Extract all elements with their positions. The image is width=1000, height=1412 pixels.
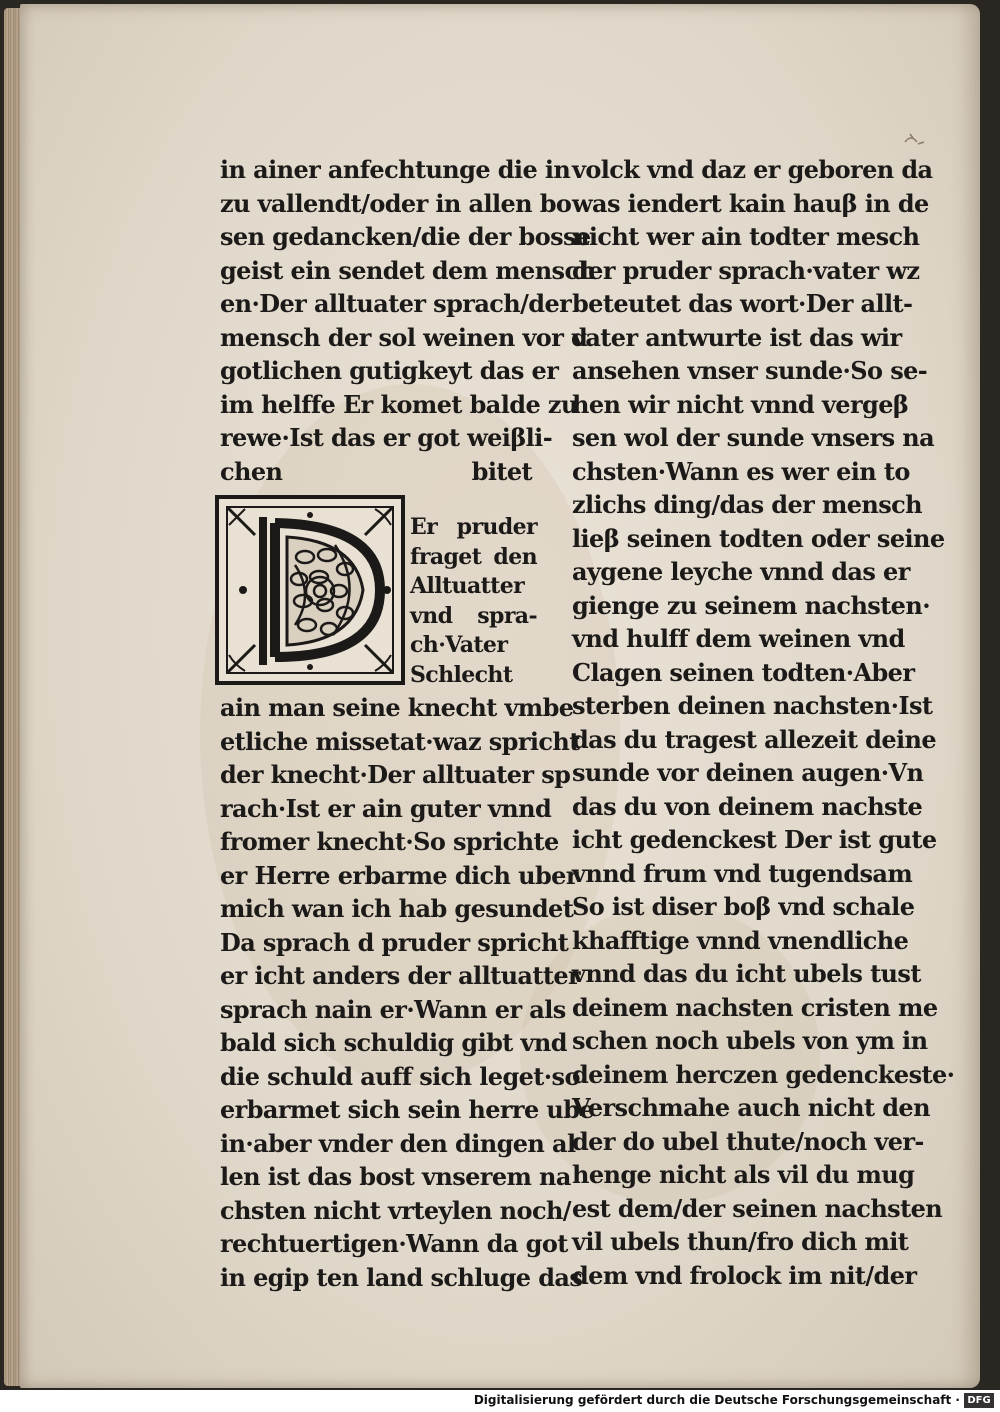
text-line: schen noch ubels von ym in [572, 1026, 928, 1055]
text-line: zu vallendt/oder in allen bo [220, 188, 572, 218]
text-line: er icht anders der alltuatter [220, 961, 581, 990]
text-line: khafftige vnnd vnendliche [572, 925, 909, 955]
text-line: erbarmet sich sein herre ube [220, 1095, 595, 1124]
text-line: beteutet das wort·Der allt- [572, 289, 913, 318]
decorated-initial-block [220, 495, 537, 688]
digitization-footer [0, 1390, 1000, 1412]
text-line: dem vnd frolock im nit/der [572, 1260, 917, 1290]
text-line: gotlichen gutigkeyt das er [220, 356, 559, 385]
text-line: was iendert kain hauβ in de [572, 188, 929, 218]
text-line: nicht wer ain todter mesch [572, 222, 920, 251]
left-column-top-lines [220, 153, 596, 488]
text-line: das du von deinem nachste [572, 791, 923, 821]
text-line: icht gedenckest Der ist gute [572, 825, 937, 854]
woodcut-initial-d [215, 495, 405, 685]
text-line: zlichs ding/das der mensch [572, 490, 923, 519]
text-line: chen bitet [220, 456, 532, 486]
text-line: vnd hulff dem weinen vnd [572, 624, 905, 653]
text-line: Er pruder [410, 514, 537, 540]
text-line: est dem/der seinen nachsten [572, 1193, 943, 1223]
text-line: ch·Vater [410, 632, 508, 658]
text-line: volck vnd daz er geboren da [572, 155, 933, 184]
text-line: lieβ seinen todten oder seine [572, 523, 945, 553]
text-line: sunde vor deinen augen·Vn [572, 758, 924, 787]
text-line: fromer knecht·So sprichte [220, 827, 559, 856]
text-line: deinem nachsten cristen me [572, 992, 938, 1022]
text-line: im helffe Er komet balde zu [220, 389, 578, 419]
text-line: chsten nicht vrteylen noch/ [220, 1195, 571, 1225]
text-line: der do ubel thute/noch ver- [572, 1126, 924, 1156]
text-line: So ist diser boβ vnd schale [572, 892, 915, 921]
text-line: in ainer anfechtunge die in [220, 155, 571, 184]
text-line: sen gedancken/die der bosse [220, 222, 591, 251]
text-line: sen wol der sunde vnsers na [572, 423, 935, 452]
text-line: vnnd das du icht ubels tust [572, 959, 921, 988]
right-text-column [572, 153, 955, 1292]
text-line: vil ubels thun/fro dich mit [572, 1227, 909, 1256]
text-line: gienge zu seinem nachsten· [572, 590, 930, 620]
text-line: vnnd frum vnd tugendsam [572, 858, 913, 888]
text-line: mensch der sol weinen vor d [220, 322, 588, 352]
text-line: er Herre erbarme dich uber [220, 860, 578, 890]
text-line: Da sprach d pruder spricht [220, 927, 569, 957]
text-line: rewe·Ist das er got weiβli- [220, 423, 553, 452]
text-line: Verschmahe auch nicht den [572, 1093, 930, 1122]
text-line: en·Der alltuater sprach/der [220, 289, 572, 318]
text-line: deinem herczen gedenckeste· [572, 1059, 955, 1089]
left-column-bottom-lines [220, 691, 595, 1294]
text-line: fraget den [410, 543, 537, 570]
text-line: die schuld auff sich leget·so [220, 1061, 580, 1091]
footer-credit-text: Digitalisierung gefördert durch die Deutsche Forschungsgemeinschaft · [473, 1393, 960, 1407]
text-line: chsten·Wann es wer ein to [572, 456, 910, 486]
text-line: geist ein sendet dem mensch [220, 255, 596, 285]
text-line: mich wan ich hab gesundet [220, 894, 574, 923]
text-line: rach·Ist er ain guter vnnd [220, 793, 552, 823]
text-line: in·aber vnder den dingen al [220, 1128, 576, 1158]
text-line: vater antwurte ist das wir [572, 322, 902, 352]
text-line: das du tragest allezeit deine [572, 724, 937, 754]
text-line: henge nicht als vil du mug [572, 1160, 915, 1189]
initial-adjacent-lines [410, 513, 537, 690]
text-line: rechtuertigen·Wann da got [220, 1229, 568, 1258]
text-line: der knecht·Der alltuater sp [220, 760, 571, 789]
text-line: hen wir nicht vnnd vergeβ [572, 389, 909, 419]
text-line: der pruder sprach·vater wz [572, 255, 920, 285]
text-line: Alltuatter [410, 573, 525, 599]
margin-mark [900, 124, 930, 154]
text-line: bald sich schuldig gibt vnd [220, 1028, 567, 1057]
text-line: Schlecht [410, 661, 513, 688]
text-line: aygene leyche vnnd das er [572, 557, 910, 586]
left-text-column [220, 153, 596, 1294]
text-line: sprach nain er·Wann er als [220, 994, 566, 1024]
text-line: ansehen vnser sunde·So se- [572, 356, 928, 385]
dfg-logo: DFG [964, 1393, 994, 1408]
text-line: sterben deinen nachsten·Ist [572, 691, 933, 720]
text-line: etliche missetat·waz spricht [220, 726, 580, 756]
text-line: Clagen seinen todten·Aber [572, 657, 915, 687]
text-line: vnd spra- [410, 602, 537, 629]
text-line: ain man seine knecht vmbe [220, 693, 574, 722]
text-line: len ist das bost vnserem na [220, 1162, 571, 1191]
text-line: in egip ten land schluge das [220, 1262, 583, 1292]
